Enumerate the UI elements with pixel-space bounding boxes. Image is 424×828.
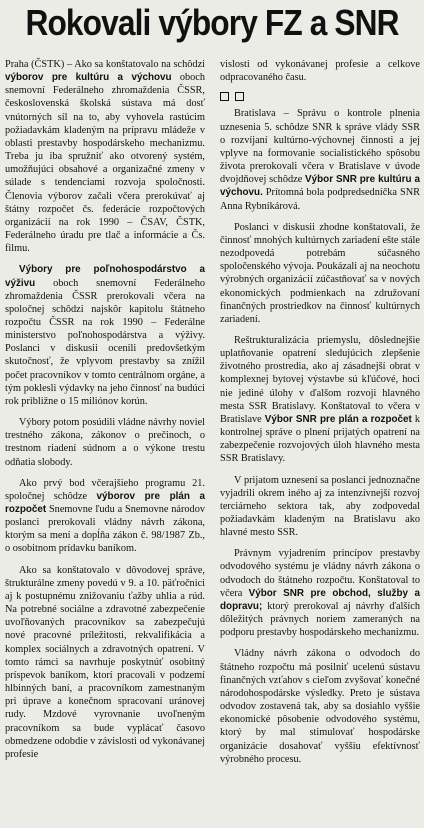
paragraph [5, 263, 205, 408]
paragraph: vislosti od vykonávanej profesie a celkove odpracovaného času. [220, 59, 420, 84]
paragraph-text: oboch snemovní Federálneho zhromaždenia ČSSR prerokovali včera na spoločnej schôdzi najskôr kapitolu štátneho rozpočtu ČSSR na rok 1990 – Federálne ministerstvo poľnohospodárstva a výživy. Poslanci v diskusii ocenili predovšetkým skutočnosť, že vplyvom prestavby sa znížil počet pracovníkov v tomto centrálnom orgáne, a tým poklesli výdavky na jeho činnosť na budúci rok približne o 15 miliónov korún. [5, 277, 205, 407]
paragraph [220, 107, 420, 212]
paragraph [5, 477, 205, 556]
right-column [220, 58, 420, 774]
paragraph: Poslanci v diskusii zhodne konštatovali, že činnosť mnohých kultúrnych zariadení ešte stále nezodpovedá potrebám súčasného spoločenského vývoja. Poukázali aj na neochotu výrobných organizácií zúčastňovať sa v nových ekonomických podmienkach na združovaní finančných prostriedkov na činnosť kultúrnych zariadení. [220, 221, 420, 325]
paragraph-text: Praha (ČSTK) – Ako sa konštatovalo na schôdzi [5, 59, 205, 70]
committee-name: výborov pre plán a rozpočet [5, 490, 205, 515]
committee-name: Výbor SNR pre plán a rozpočet [264, 413, 412, 425]
paragraph-text: Reštrukturalizácia priemyslu, dôslednejšie uplatňovanie opatrení sledujúcich zlepšenie životného prostredia, ako aj zásadnejší obrat v komplexnej bytovej výstavbe sú kľúčové, hoci nie jediné úlohy v ďalšom rozvoji hlavného mesta SSR Bratislavy. Konštatoval to včera v Bratislave [220, 334, 420, 425]
paragraph: Vládny návrh zákona o odvodoch do štátneho rozpočtu má posilniť ucelenú sústavu finančných vzťahov s cieľom zvyšovať konečné národohospodárske výsledky. Preto je sústava odvodov zostavená tak, aby sa dosiahlo vyššie ekonomické pôsobenie odvodového systému, ktorý by mal stimulovať hospodárske organizácie dosahovať vyššiu efektívnosť výrobného procesu. [220, 648, 420, 765]
paragraph: Ako sa konštatovalo v dôvodovej správe, štrukturálne zmeny povedú v 9. a 10. päťročnici aj k postupnému znižovaniu ťažby uhlia a rúd. Na potrebné sociálne a zdravotné zabezpečenie uvoľňovaných pracovníkov sa zabezpečujú nové pracovné príležitosti, rekvalifikácia a komplex sociálnych a zdravotných opatrení. V tomto rámci sa navrhuje poskytnúť osobitný príspevok baníkom, ktorí pracovali v podzemí hlbinných baní, a pracovníkom zamestnaným pri úprave a konečnom spracovaní uránovej rudy. Mzdové vyrovnanie uvoľneným pracovníkom sa bude vyplácať časovo obmedzene odobdie v závislosti od vykonávanej profesie [5, 564, 205, 760]
paragraph [220, 547, 420, 639]
committee-name: Výbor SNR pre kultúru a výchovu. [220, 174, 420, 199]
separator-box-icon [235, 92, 244, 101]
paragraph-text: Snemovne ľudu a Snemovne národov poslanci prerokovali vládny návrh zákona, ktorým sa mení a dopĺňa zákon č. 98/1987 Zb., o osobitnom prídavku baníkom. [5, 504, 205, 555]
paragraph [220, 334, 420, 466]
paragraph: V prijatom uznesení sa poslanci jednoznačne vyjadrili okrem iného aj za intenzívnejší rozvoj terciárneho sektora tak, aby zodpovedal požiadavkám kladeným na Bratislavu ako hlavné mesto SSR. [220, 474, 420, 539]
paragraph: Výbory potom posúdili vládne návrhy noviel trestného zákona, zákonov o prečinoch, o trestnom riadení súdnom a o výkone trestu odňatia slobody. [5, 417, 205, 468]
paragraph-text: k kontrolnej správe o plnení prijatých opatrení na zabezpečenie rozvojových úloh hlavného mesta SSR Bratislavy. [220, 413, 420, 465]
paragraph-text: Prítomná bola podpredsedníčka SNR Anna Rybníkárová. [220, 187, 420, 212]
paragraph [5, 58, 205, 255]
section-separator [220, 92, 420, 105]
separator-box-icon [220, 92, 229, 101]
committee-name: výborov pre kultúru a výchovu [5, 72, 172, 84]
left-column [5, 58, 205, 769]
paragraph-text: oboch snemovní Federálneho zhromaždenia ČSSR, československá školská sústava má dosť vnútorných síl na to, aby vyhovela rastúcim požiadavkám kladeným na prípravu mládeže v oblasti prestavby hospodárskeho mechanizmu. Treba ju iba spružniť ako otvorený systém, umožňujúci obsahové a organizačné zmeny v súlade s tendenciami rozvoja spoločnosti. Členovia výborov začali včera prerokúvať aj štátny rozpočet čs. federácie rozpočtových organizácií na rok 1990 – ČSAV, ČSTK, Federálneho úradu pre tlač a informácie a Čs. filmu. [5, 72, 205, 255]
committee-name: Výbory pre poľnohospodárstvo a výživu [5, 264, 205, 289]
paragraph-text: Právnym vyjadrením princípov prestavby odvodového systému je vládny návrh zákona o odvodoch do štátneho rozpočtu. Konštatoval to včera [220, 548, 420, 599]
committee-name: Výbor SNR pre obchod, služby a dopravu; [220, 587, 420, 612]
paragraph-text: Bratislava – Správu o kontrole plnenia uznesenia 5. schôdze SNR k správe vlády SSR o rozvíjaní kultúrno-výchovnej činnosti a jej vplyve na formovanie socialistického spôsobu života prerokovali včera v Bratislave v úvode dvojdňovej schôdze [220, 108, 420, 186]
headline: Rokovali výbory FZ a SNR [25, 2, 399, 43]
paragraph-text: Ako prvý bod včerajšieho programu 21. spoločnej schôdze [5, 477, 205, 502]
paragraph-text: ktorý prerokoval aj návrhy ďalších dôležitých právnych noriem zameraných na podporu prestavby hospodárskeho mechanizmu. [220, 600, 420, 639]
